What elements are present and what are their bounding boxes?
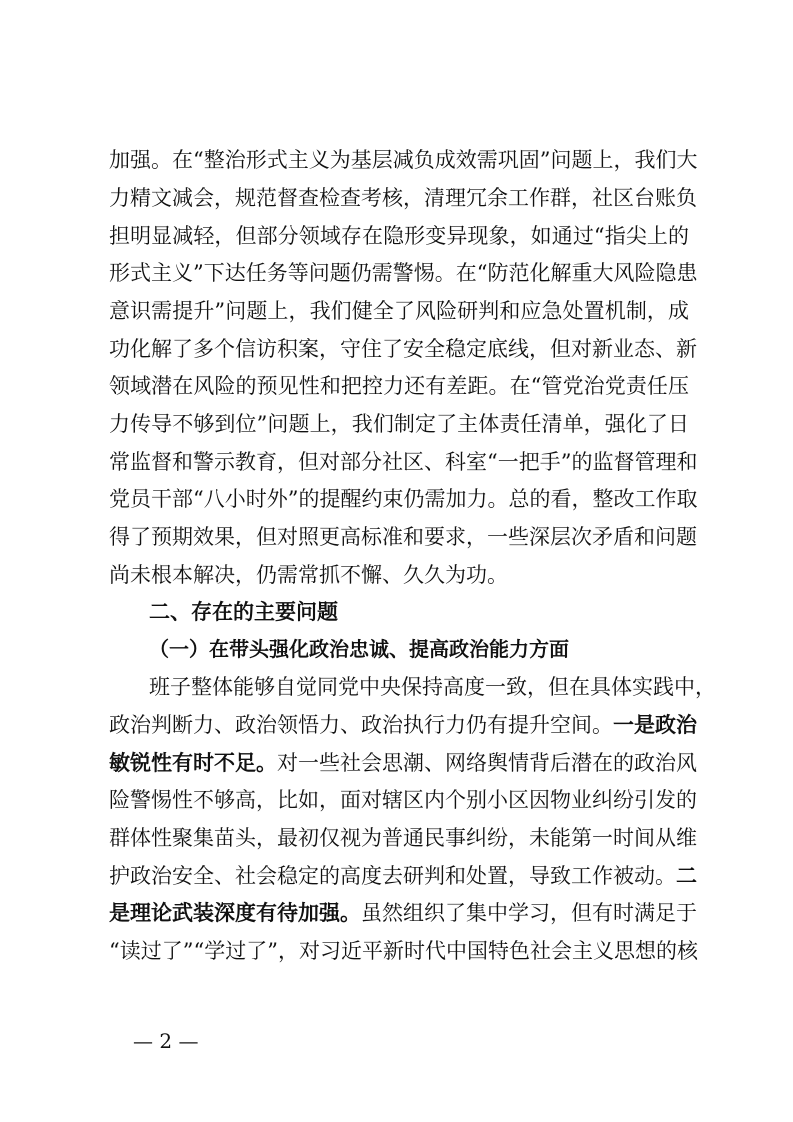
keyword-er: 二 [676,863,697,888]
paragraph-1-line-7: 领域潜在风险的预见性和把控力还有差距。在“管党治党责任压 [109,374,689,398]
paragraph-2-line-1: 班子整体能够自觉同党中央保持高度一致，但在具体实践中， [149,675,716,699]
paragraph-1-line-6: 功化解了多个信访积案，守住了安全稳定底线，但对新业态、新 [109,337,697,361]
paragraph-1-line-8: 力传导不够到位”问题上，我们制定了主体责任清单，强化了日 [109,412,689,436]
paragraph-1-line-5: 意识需提升”问题上，我们健全了风险研判和应急处置机制，成 [109,299,689,323]
paragraph-2-line-3-text: 对一些社会思潮、网络舆情背后潜在的政治风 [277,751,697,775]
paragraph-1-line-1: 加强。在“整治形式主义为基层减负成效需巩固”问题上，我们大 [109,148,698,172]
page-number: — 2 — [133,1029,199,1053]
paragraph-2-line-2-text: 政治判断力、政治领悟力、政治执行力仍有提升空间。 [109,713,613,737]
subsection-heading: （一）在带头强化政治忠诚、提高政治能力方面 [149,637,569,661]
paragraph-2-line-3 [109,748,697,778]
paragraph-1-line-12: 尚未根本解决，仍需常抓不懈、久久为功。 [109,563,508,587]
paragraph-2-line-7-text: 虽然组织了集中学习，但有时满足于 [361,901,697,925]
paragraph-2-line-6-text: 护政治安全、社会稳定的高度去研判和处置，导致工作被动。 [109,864,676,888]
paragraph-2-line-2 [109,710,697,740]
keyword-theory-armament: 是理论武装深度有待加强。 [109,900,361,925]
paragraph-2-line-7 [109,898,697,928]
paragraph-1-line-9: 常监督和警示教育，但对部分社区、科室“一把手”的监督管理和 [109,450,698,474]
paragraph-1-line-11: 得了预期效果，但对照更高标准和要求，一些深层次矛盾和问题 [109,525,697,549]
paragraph-2-line-8: “读过了”“学过了”，对习近平新时代中国特色社会主义思想的核 [109,939,698,963]
paragraph-1-line-10: 党员干部“八小时外”的提醒约束仍需加力。总的看，整改工作取 [109,487,698,511]
paragraph-1-line-2: 力精文减会，规范督查检查考核，清理冗余工作群，社区台账负 [109,186,697,210]
keyword-yi-shi: 一是政治 [613,712,697,737]
paragraph-2-line-6 [109,861,697,891]
paragraph-2-line-5: 群体性聚集苗头，最初仅视为普通民事纠纷，未能第一时间从维 [109,826,697,850]
paragraph-1-line-3: 担明显减轻，但部分领域存在隐形变异现象，如通过“指尖上的 [109,224,689,248]
section-heading: 二、存在的主要问题 [149,600,338,624]
paragraph-2-line-4: 险警惕性不够高，比如，面对辖区内个别小区因物业纠纷引发的 [109,788,697,812]
keyword-political-sensitivity: 敏锐性有时不足。 [109,750,277,775]
paragraph-1-line-4: 形式主义”下达任务等问题仍需警惕。在“防范化解重大风险隐患 [109,261,698,285]
